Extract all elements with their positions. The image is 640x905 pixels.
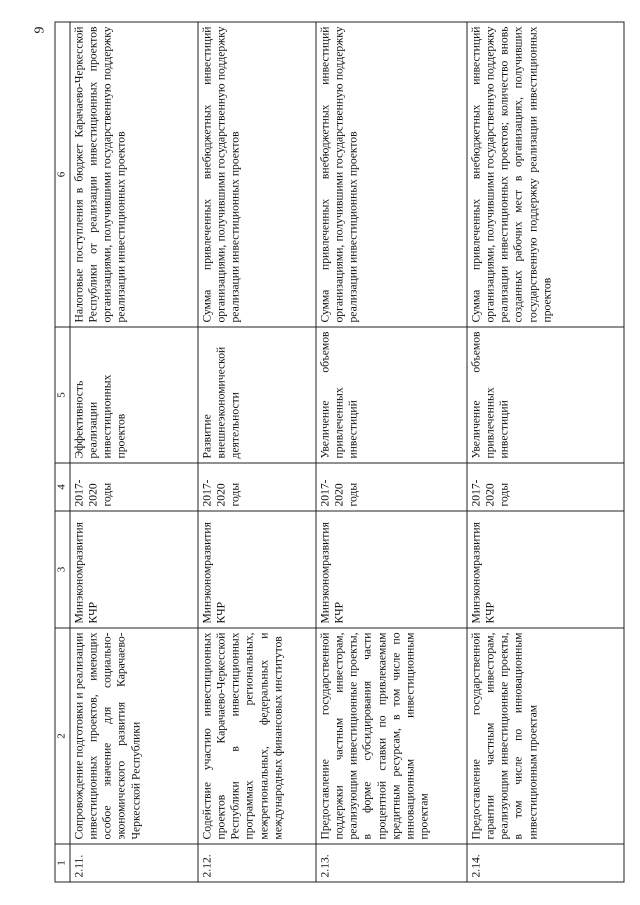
result-cell: Увеличение объемов привлеченных инвестиций bbox=[467, 327, 624, 463]
header-cell: 1 bbox=[55, 844, 70, 882]
period-cell: 2017-2020 годы bbox=[467, 463, 624, 511]
executor-cell: Минэкономразвития КЧР bbox=[467, 511, 624, 628]
row-number: 2.11. bbox=[70, 844, 198, 882]
header-cell: 6 bbox=[55, 22, 70, 327]
header-cell: 5 bbox=[55, 327, 70, 463]
measures-table bbox=[55, 22, 625, 883]
header-row bbox=[55, 22, 70, 882]
indicator-cell: Сумма привлеченных внебюджетных инвестиций организациями, получившими государственную поддержку реализации инвестиционных проектов; количество вновь созданных рабочих мест в организациях, получивших государственную поддержку реализации инвестиционных проектов bbox=[467, 22, 624, 327]
period-cell: 2017-2020 годы bbox=[316, 463, 467, 511]
executor-cell: Минэкономразвития КЧР bbox=[316, 511, 467, 628]
executor-cell: Минэкономразвития КЧР bbox=[70, 511, 198, 628]
executor-cell: Минэкономразвития КЧР bbox=[198, 511, 316, 628]
header-cell: 3 bbox=[55, 511, 70, 628]
result-cell: Эффективность реализации инвестиционных проектов bbox=[70, 327, 198, 463]
row-number: 2.12. bbox=[198, 844, 316, 882]
measure-cell: Предоставление государственной гарантии частным инвесторам, реализующим инвестиционные проекты, в том числе по инновационным инвестиционным проектам bbox=[467, 628, 624, 844]
row-number: 2.13. bbox=[316, 844, 467, 882]
rotated-document-page bbox=[33, 23, 608, 883]
row-number: 2.14. bbox=[467, 844, 624, 882]
table-row bbox=[467, 22, 624, 882]
indicator-cell: Сумма привлеченных внебюджетных инвестиций организациями, получившими государственную поддержку реализации инвестиционных проектов bbox=[198, 22, 316, 327]
indicator-cell: Налоговые поступления в бюджет Карачаево-Черкесской Республики от реализации инвестиционных проектов организациями, получившими государственную поддержку реализации инвестиционных проектов bbox=[70, 22, 198, 327]
header-cell: 2 bbox=[55, 628, 70, 844]
result-cell: Развитие внешнеэкономической деятельности bbox=[198, 327, 316, 463]
page-number: 9 bbox=[32, 26, 48, 34]
measure-cell: Содействие участию инвестиционных проектов Карачаево-Черкесской Республики в инвестиционных программах региональных, межрегиональных, федеральных и международных финансовых институтов bbox=[198, 628, 316, 844]
period-cell: 2017-2020 годы bbox=[198, 463, 316, 511]
indicator-cell: Сумма привлеченных внебюджетных инвестиций организациями, получившими государственную поддержку реализации инвестиционных проектов bbox=[316, 22, 467, 327]
measure-cell: Сопровождение подготовки и реализации инвестиционных проектов, имеющих особое значение для социально-экономического развития Карачаево-Черкесской Республики bbox=[70, 628, 198, 844]
table-row bbox=[316, 22, 467, 882]
result-cell: Увеличение объемов привлеченных инвестиций bbox=[316, 327, 467, 463]
period-cell: 2017-2020 годы bbox=[70, 463, 198, 511]
measure-cell: Предоставление государственной поддержки частным инвесторам, реализующим инвестиционные проекты, в форме субсидирования части процентной ставки по привлекаемым кредитным ресурсам, в том числе по инновационным инвестиционным проектам bbox=[316, 628, 467, 844]
table-row bbox=[198, 22, 316, 882]
table-row bbox=[70, 22, 198, 882]
header-cell: 4 bbox=[55, 463, 70, 511]
